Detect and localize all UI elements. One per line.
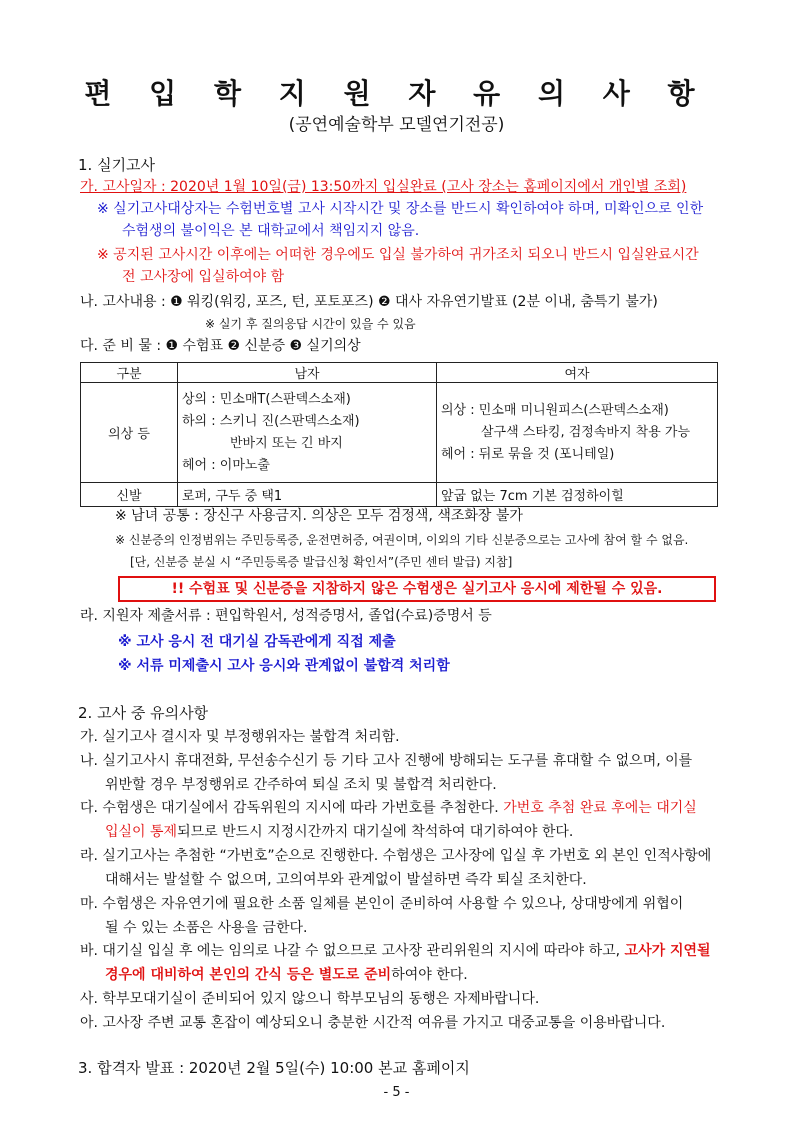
documents-line: 라. 지원자 제출서류 : 편입학원서, 성적증명서, 졸업(수료)증명서 등 <box>80 608 492 624</box>
rule-da-highlight: 가번호 추첨 완료 후에는 대기실 <box>503 800 697 816</box>
table-header-row <box>81 363 718 383</box>
supplies-line: 다. 준 비 물 : ❶ 수험표 ❷ 신분증 ❸ 실기의상 <box>80 338 361 354</box>
male-top: 상의 : 민소매T(스판덱스소재) <box>182 391 351 407</box>
entry-note-cont: 전 고사장에 입실하여야 함 <box>122 269 285 285</box>
warning-box: !! 수험표 및 신분증을 지참하지 않은 수험생은 실기고사 응시에 제한될 수 있음. <box>118 576 716 602</box>
female-stockings: 살구색 스타킹, 검정속바지 착용 가능 <box>481 424 691 440</box>
rule-sa: 사. 학부모대기실이 준비되어 있지 않으니 학부모님의 동행은 자제바랍니다. <box>80 991 540 1007</box>
rule-ra: 라. 실기고사는 추첨한 “가번호”순으로 진행한다. 수험생은 고사장에 입실 후 가번호 외 본인 인적사항에 <box>80 848 712 864</box>
row-category-shoes: 신발 <box>81 483 178 507</box>
id-note-cont: [단, 신분증 분실 시 “주민등록증 발급신청 확인서”(주민 센터 발급) 지참] <box>130 555 513 569</box>
row-category-attire: 의상 등 <box>81 383 178 483</box>
rule-da-cont <box>105 822 573 842</box>
male-hair: 헤어 : 이마노출 <box>182 457 270 473</box>
section-2-heading: 2. 고사 중 유의사항 <box>78 704 209 722</box>
rule-da <box>80 798 697 818</box>
rule-da-cont-text: 되므로 반드시 지정시간까지 대기실에 착석하여 대기하여야 한다. <box>177 824 574 840</box>
qa-note: ※ 실기 후 질의응답 시간이 있을 수 있음 <box>205 317 416 331</box>
female-hair: 헤어 : 뒤로 묶을 것 (포니테일) <box>441 446 615 462</box>
male-bottom: 하의 : 스키니 진(스판덱스소재) <box>182 413 360 429</box>
rule-na-cont: 위반할 경우 부정행위로 간주하여 퇴실 조치 및 불합격 처리한다. <box>105 777 497 793</box>
exam-time-note-1: ※ 실기고사대상자는 수험번호별 고사 시작시간 및 장소를 반드시 확인하여야 하며, 미확인으로 인한 <box>97 201 704 217</box>
male-bottom-alt: 반바지 또는 긴 바지 <box>230 435 343 451</box>
female-shoes: 앞굽 없는 7cm 기본 검정하이힐 <box>437 483 718 507</box>
table-header-female: 여자 <box>437 363 718 383</box>
table-row <box>81 483 718 507</box>
attire-table <box>80 362 718 507</box>
section-1-heading: 1. 실기고사 <box>78 156 156 174</box>
common-note: ※ 남녀 공통 : 장신구 사용금지. 의상은 모두 검정색, 색조화장 불가 <box>115 508 523 524</box>
table-row <box>81 383 718 483</box>
id-note: ※ 신분증의 인정범위는 주민등록증, 운전면허증, 여권이며, 이외의 기타 신분증으로는 고사에 참여 할 수 없음. <box>115 533 689 547</box>
exam-date-line: 가. 고사일자 : 2020년 1월 10일(금) 13:50까지 입실완료 (고사 장소는 홈페이지에서 개인별 조회) <box>80 179 687 195</box>
male-attire-cell <box>178 383 437 483</box>
entry-note: ※ 공지된 고사시간 이후에는 어떠한 경우에도 입실 불가하여 귀가조치 되오니 반드시 입실완료시간 <box>97 247 699 263</box>
female-attire-cell <box>437 383 718 483</box>
rule-ma: 마. 수험생은 자유연기에 필요한 소품 일체를 본인이 준비하여 사용할 수 있으나, 상대방에게 위협이 <box>80 896 684 912</box>
page-number: - 5 - <box>383 1085 410 1100</box>
female-outfit: 의상 : 민소매 미니원피스(스판덱스소재) <box>441 402 669 418</box>
rule-ga: 가. 실기고사 결시자 및 부정행위자는 불합격 처리함. <box>80 729 400 745</box>
rule-da-cont-highlight: 입실이 통제 <box>105 824 178 840</box>
rule-ra-cont: 대해서는 발설할 수 없으며, 고의여부와 관계없이 발설하면 즉각 퇴실 조치한다. <box>105 872 587 888</box>
rule-ba-cont-text: 하여야 한다. <box>391 967 468 983</box>
rule-ba-cont-highlight: 경우에 대비하여 본인의 간식 등은 별도로 준비 <box>105 967 392 983</box>
page-subtitle: (공연예술학부 모델연기전공) <box>288 115 505 135</box>
exam-content-line: 나. 고사내용 : ❶ 워킹(워킹, 포즈, 턴, 포토포즈) ❷ 대사 자유연기발표 (2분 이내, 춤특기 불가) <box>80 294 658 310</box>
rule-ba-cont <box>105 965 468 985</box>
exam-time-note-1-cont: 수험생의 불이익은 본 대학교에서 책임지지 않음. <box>122 223 420 239</box>
section-3-heading: 3. 합격자 발표 : 2020년 2월 5일(수) 10:00 본교 홈페이지 <box>78 1059 470 1077</box>
male-shoes: 로퍼, 구두 중 택1 <box>178 483 437 507</box>
rule-ba-text: 바. 대기실 입실 후 에는 임의로 나갈 수 없으므로 고사장 관리위원의 지시에 따라야 하고, <box>80 943 625 959</box>
rule-da-text: 다. 수험생은 대기실에서 감독위원의 지시에 따라 가번호를 추첨한다. <box>80 800 504 816</box>
table-header-category: 구분 <box>81 363 178 383</box>
documents-note-1: ※ 고사 응시 전 대기실 감독관에게 직접 제출 <box>118 634 396 650</box>
page-title: 편 입 학 지 원 자 유 의 사 항 <box>84 77 709 110</box>
table-header-male: 남자 <box>178 363 437 383</box>
rule-ba-highlight: 고사가 지연될 <box>624 943 711 959</box>
rule-ba <box>80 941 711 961</box>
rule-ma-cont: 될 수 있는 소품은 사용을 금한다. <box>105 920 308 936</box>
documents-note-2: ※ 서류 미제출시 고사 응시와 관계없이 불합격 처리함 <box>118 658 450 674</box>
rule-a: 아. 고사장 주변 교통 혼잡이 예상되오니 충분한 시간적 여유를 가지고 대중교통을 이용바랍니다. <box>80 1015 666 1031</box>
rule-na: 나. 실기고사시 휴대전화, 무선송수신기 등 기타 고사 진행에 방해되는 도구를 휴대할 수 없으며, 이를 <box>80 753 693 769</box>
